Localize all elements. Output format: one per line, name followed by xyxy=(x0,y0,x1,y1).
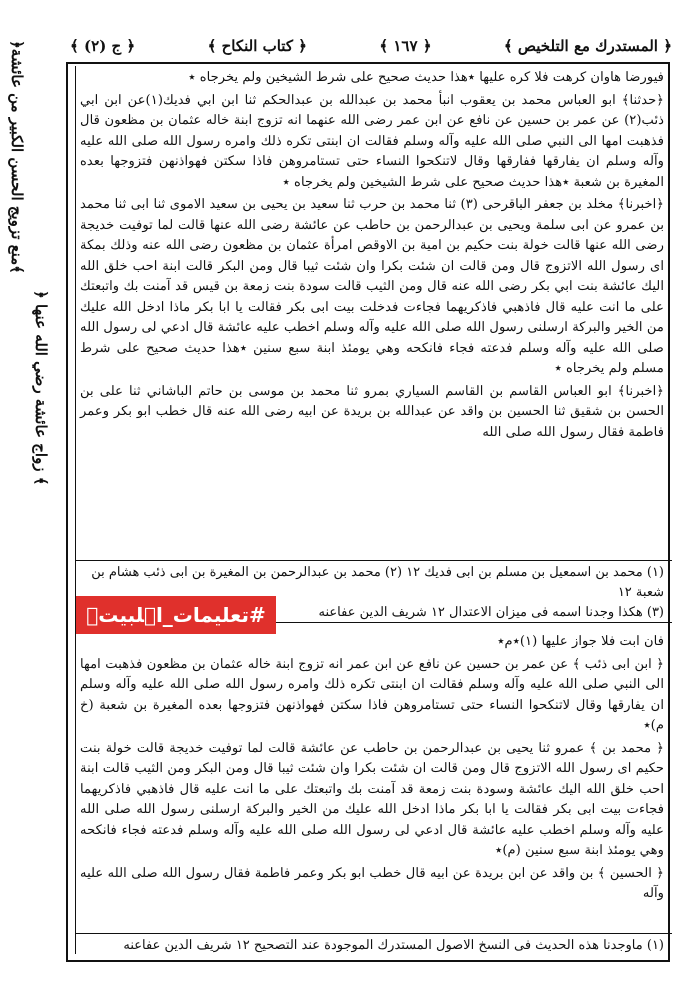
separator-line xyxy=(76,933,672,934)
margin-notes xyxy=(4,30,58,750)
paragraph: فان ابت فلا جواز عليها (١)٭م٭ xyxy=(497,634,664,649)
footnote: (٣) هكذا وجدنا اسمه فى ميزان الاعتدال ١٢ شريف الدين عفاعنه xyxy=(318,605,664,620)
paragraph: ﴿اخبرنا﴾ ابو العباس القاسم بن القاسم السياري بمرو ثنا محمد بن موسى بن حاتم الباشاني ثنا على بن الحسن بن شقيق ثنا الحسين بن واقد عن عبدالله بن بريدة عن ابيه رضى الله عنه قال خطب ابو بكر وعمر فاطمة فقال رسول الله صلى الله xyxy=(80,383,664,440)
header-book-title: ﴿ المستدرك مع التلخيص ﴾ xyxy=(503,37,672,55)
footnote-bottom: (١) ماوجدنا هذه الحديث فى النسخ الاصول المستدرك الموجودة عند التصحيح ١٢ شريف الدين عفاعنه xyxy=(123,938,664,953)
separator-line xyxy=(76,560,672,561)
header-page-number: ﴿ ١٦٧ ﴾ xyxy=(379,37,432,55)
header-chapter: ﴿ كتاب النكاح ﴾ xyxy=(207,37,307,55)
paragraph: فيورضا هاوان كرهت فلا كره عليها ٭هذا حديث صحيح على شرط الشيخين ولم يخرجاه ٭ xyxy=(188,70,664,85)
watermark-label: #تعليمات_اہلبیتؑ xyxy=(76,596,276,634)
main-text xyxy=(80,68,664,445)
page-header xyxy=(70,30,672,62)
margin-note-2: ﴿ زواج عائشة رضي الله عنها ﴾ xyxy=(32,290,50,486)
paragraph: ﴿ ابن ابى ذئب ﴾ عن عمر بن حسين عن نافع عن ابن عمر انه تزوج ابنة خاله عثمان بن مظعون فذهبت امها الى النبي صلى الله عليه وآله وسلم فقالت ان ابنتى تكره ذلك وامره رسول الله صلى الله عليه وآله وسلم ان يفارقها وقال لاتنكحوا النساء حتى تستامروهن فاذا سكتن فهواذنهن فتزوجها بعده المغيرة بن شعبة (خ م)٭ xyxy=(80,656,664,733)
summary-text xyxy=(80,632,664,907)
inner-rule xyxy=(75,66,76,954)
paragraph: ﴿حدثنا﴾ ابو العباس محمد بن يعقوب انبأ محمد بن عبدالله بن عبدالحكم ثنا ابن ابي فديك(١)عن ابن ابي ذئب(٢) عن عمر بن حسين عن نافع عن ابن عمر رضى الله عنهما انه تزوج ابنة خاله عثمان بن مظعون قال فذهبت امها الى النبي صلى الله عليه وآله وسلم فقالت ان ابنتى تكره ذلك وامره رسول الله صلى الله عليه وآله وسلم ان يفارقها ففارقها وقال لاتنكحوا النساء حتى تستامروهن فاذا سكتن فهواذنهن فتزوجها بعده المغيرة بن شعبة ٭هذا حديث صحيح على شرط الشيخين ولم يخرجاه ٭ xyxy=(80,92,665,190)
header-volume: ﴿ ج (٢) ﴾ xyxy=(70,37,136,55)
footnote: (١) محمد بن اسمعيل بن مسلم بن ابى فديك ١٢ (٢) محمد بن عبدالرحمن بن المغيرة بن ابى ذئب هشام بن شعبة ١٢ xyxy=(91,565,664,600)
paragraph: ﴿ محمد بن ﴾ عمرو ثنا يحيى بن عبدالرحمن بن حاطب عن عائشة قالت لما توفيت خديجة قالت خولة بنت حكيم اى رسول الله الاتزوج قال ومن قالت ان شئت بكرا وان شئت ثيبا قال ومن البكر ومن الثيب قالت ابنة احب خلق الله اليك عائشة وسودة بنت زمعة قد آمنت بك واتبعتك على ما انت عليه قال فاذهبي فاذكريهما فجاءت بيت ابى بكر فقالت يا ابا بكر ماذا ادخل الله عليك من الخير والبركة ارسلنى رسول الله صلى الله عليه وآله وسلم اخطب عليه عائشة قال ادعي لى رسول الله صلى الله عليه وآله وسلم فدعته فجاء فانكحه وهي يومئذ ابنة سبع سنين (م)٭ xyxy=(80,740,664,858)
paragraph: ﴿اخبرنا﴾ مخلد بن جعفر الباقرحى (٣) ثنا محمد بن حرب ثنا سعيد بن يحيى بن سعيد الاموى ثنا ابى ثنا محمد بن عمرو عن ابى سلمة ويحيى بن عبدالرحمن بن حاطب عن عائشة رضى الله عنها قالت لما توفيت خديجة رضى الله عنها قالت خولة بنت حكيم بن امية بن الاوقص امرأة عثمان بن مظعون رضى الله عنه وذلك بمكة اى رسول الله الاتزوج قال ومن قالت ان شئت بكرا وان شئت ثيبا قال ومن البكر قالت ابنة احب خلق الله اليك عائشة بنت ابي بكر رضى الله عنه قال ومن الثيب قالت سودة بنت زمعة بن قيس قد آمنت بك واتبعتك على ما انت عليه قال فاذهبي فاذكريهما فجاءت فدخلت بيت ابى بكر فقالت يا ابا بكر ماذا ادخل الله عليك من الخير والبركة ارسلنى رسول الله صلى الله عليه وآله وسلم اخطب عليه عائشة قال ادعي لى رسول الله صلى الله عليه وآله وسلم فدعته فجاء فانكحه وهي يومئذ ابنة سبع سنين ٭هذا حديث صحيح على شرط مسلم ولم يخرجاه ٭ xyxy=(80,197,665,376)
paragraph: ﴿ الحسين ﴾ بن واقد عن ابن بريدة عن ابيه قال خطب ابو بكر وعمر فاطمة فقال رسول الله صلى الله عليه وآله xyxy=(80,865,664,901)
margin-note-1: ﴿منع تزويج الحسن الكبير من عائشة﴾ xyxy=(8,40,26,274)
